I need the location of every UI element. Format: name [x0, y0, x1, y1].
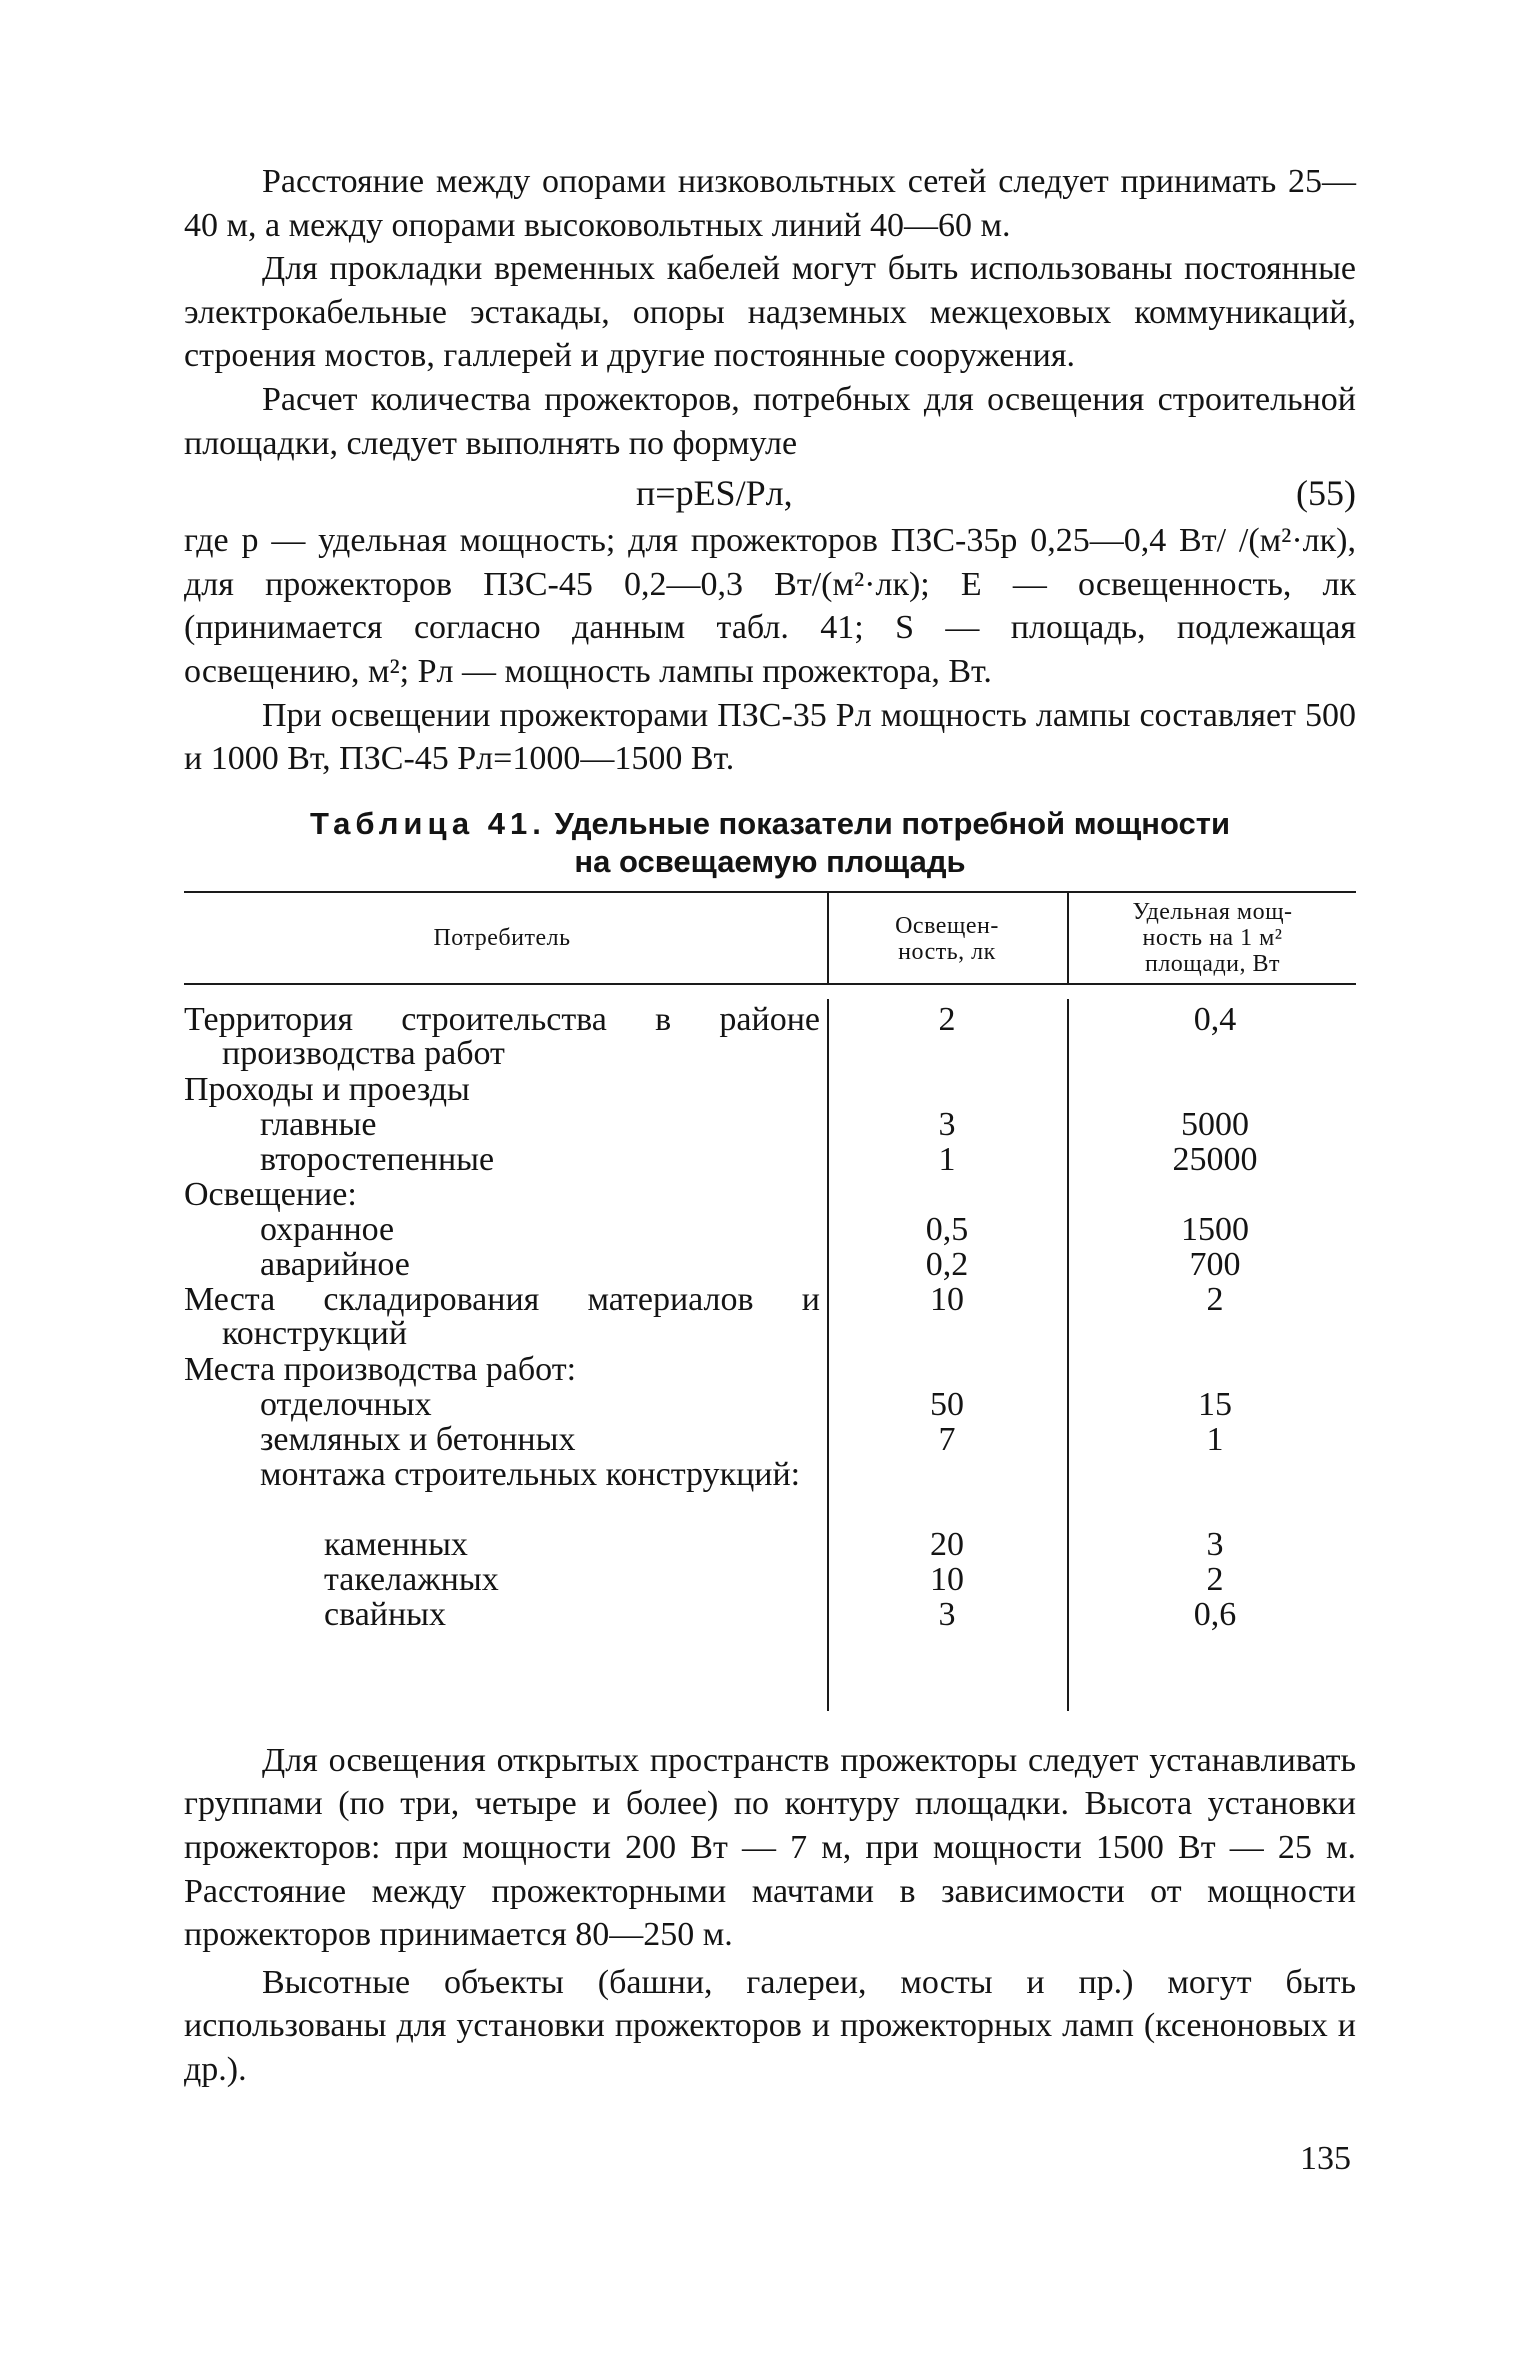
row-lux: 2 — [938, 1000, 956, 1038]
row-consumer: Места производства работ: — [184, 1350, 577, 1388]
row-power: 15 — [1198, 1385, 1232, 1423]
paragraph: Для прокладки временных кабелей могут быть использованы постоянные электрокабельные эстакады, опоры надземных межцеховых коммуникаций, строения мостов, галлерей и другие постоянные сооружения. — [184, 250, 1356, 375]
table-top-rule — [184, 891, 1356, 893]
row-consumer: свайных — [324, 1595, 447, 1633]
row-lux: 0,5 — [925, 1210, 969, 1248]
header-lux-line1: Освещен- — [895, 912, 999, 939]
formula-expression: п=pES/Pл, — [636, 473, 793, 514]
row-consumer: земляных и бетонных — [260, 1420, 576, 1458]
table-caption-label: Таблица 41. — [309, 805, 546, 841]
row-consumer: Проходы и проезды — [184, 1070, 470, 1108]
header-lux-line2: ность, лк — [898, 938, 996, 965]
paragraph: Расчет количества прожекторов, потребных для освещения строительной площадки, следует выполнять по формуле — [184, 380, 1356, 462]
paragraph: Для освещения открытых пространств прожекторы следует устанавливать группами (по три, четыре и более) по контуру площадки. Высота установки прожекторов: при мощности 200 Вт — 7 м, при мощности 1500 Вт — 25 м. Расстояние между прожекторными мачтами в зависимости от мощности прожекторов принимается 80—250 м. — [184, 1741, 1356, 1954]
header-power-line1: Удельная мощ- — [1132, 898, 1293, 925]
row-consumer: второстепенные — [260, 1140, 495, 1178]
row-lux: 7 — [938, 1420, 956, 1458]
column-divider — [827, 999, 829, 1711]
paragraph: Высотные объекты (башни, галереи, мосты и пр.) могут быть использованы для установки прожекторов и прожекторных ламп (ксеноновых и др.). — [184, 1963, 1356, 2088]
row-lux: 10 — [930, 1280, 964, 1318]
row-power: 1500 — [1181, 1210, 1249, 1248]
row-consumer: отделочных — [260, 1385, 432, 1423]
row-consumer: Территория строительства в районе производства работ — [184, 1000, 820, 1072]
row-consumer: главные — [260, 1105, 377, 1143]
row-consumer: такелажных — [324, 1560, 499, 1598]
column-divider — [1067, 999, 1069, 1711]
table-caption-line2: на освещаемую площадь — [574, 843, 966, 879]
row-lux: 50 — [930, 1385, 964, 1423]
row-power: 5000 — [1181, 1105, 1249, 1143]
formula-55 — [184, 469, 1356, 517]
row-lux: 3 — [938, 1105, 956, 1143]
row-consumer: каменных — [324, 1525, 468, 1563]
row-power: 700 — [1189, 1245, 1241, 1283]
row-power: 2 — [1206, 1280, 1224, 1318]
header-power-line2: ность на 1 м² — [1142, 924, 1283, 951]
row-lux: 20 — [930, 1525, 964, 1563]
row-lux: 1 — [938, 1140, 956, 1178]
row-power: 1 — [1206, 1420, 1224, 1458]
row-consumer: Места складирования материалов и конструкций — [184, 1280, 820, 1352]
header-power-line3: площади, Вт — [1144, 950, 1280, 977]
formula-number: (55) — [1296, 473, 1356, 514]
row-lux: 10 — [930, 1560, 964, 1598]
row-power: 3 — [1206, 1525, 1224, 1563]
paragraph: При освещении прожекторами ПЗС-35 Pл мощность лампы составляет 500 и 1000 Вт, ПЗС-45 Pл=1000—1500 Вт. — [184, 696, 1356, 778]
table-caption-text: Удельные показатели потребной мощности — [554, 805, 1231, 841]
row-consumer: Освещение: — [184, 1175, 357, 1213]
paragraph: Расстояние между опорами низковольтных сетей следует принимать 25—40 м, а между опорами высоковольтных линий 40—60 м. — [184, 163, 1356, 244]
page-number: 135 — [1300, 2140, 1351, 2177]
row-power: 0,4 — [1193, 1000, 1237, 1038]
row-lux: 3 — [938, 1595, 956, 1633]
table-header-rule — [184, 983, 1356, 985]
header-consumer: Потребитель — [433, 924, 571, 951]
table-41 — [184, 891, 1356, 1711]
row-power: 2 — [1206, 1560, 1224, 1598]
row-consumer: монтажа строительных конструкций: — [260, 1455, 801, 1493]
row-consumer: аварийное — [260, 1245, 410, 1283]
paragraph: где р — удельная мощность; для прожекторов ПЗС-35р 0,25—0,4 Вт/ /(м²·лк), для прожекторов ПЗС-45 0,2—0,3 Вт/(м²·лк); Е — освещенность, лк (принимается согласно данным табл. 41; S — площадь, подлежащая освещению, м²; Pл — мощность лампы прожектора, Вт. — [184, 522, 1356, 690]
row-power: 0,6 — [1193, 1595, 1237, 1633]
book-page — [184, 160, 1356, 2091]
table-caption — [184, 805, 1356, 881]
row-consumer: охранное — [260, 1210, 395, 1248]
row-lux: 0,2 — [925, 1245, 969, 1283]
row-power: 25000 — [1172, 1140, 1258, 1178]
